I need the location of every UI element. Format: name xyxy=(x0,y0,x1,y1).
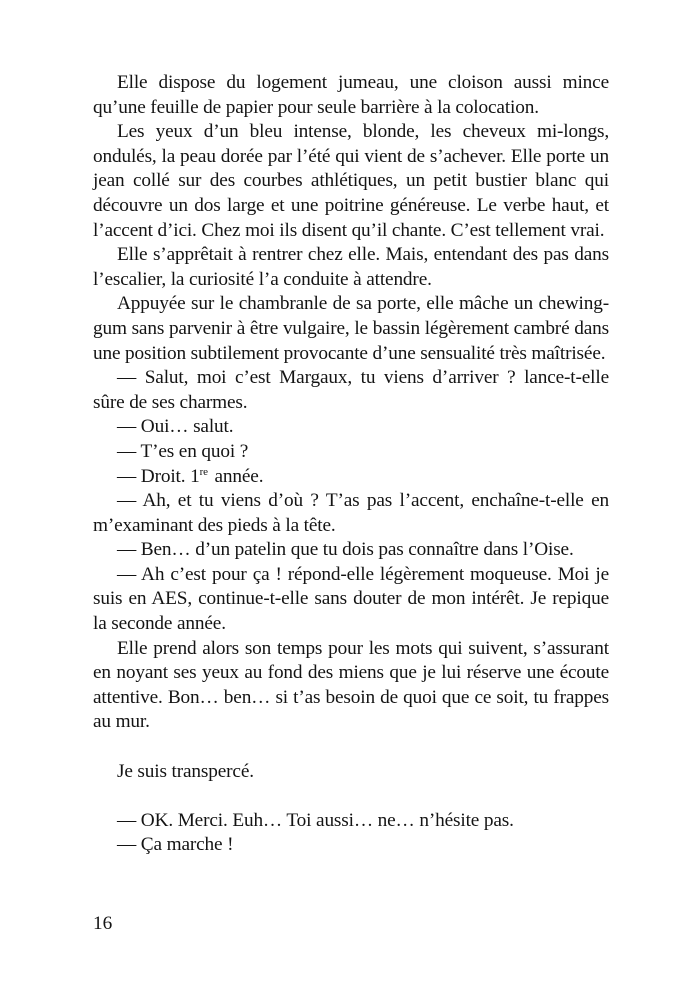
page-text xyxy=(93,71,609,858)
dialogue-line: — Salut, moi c’est Margaux, tu viens d’arriver ? lance-t-elle sûre de ses charmes. xyxy=(93,367,609,413)
dialogue-line: — Ben… d’un patelin que tu dois pas connaître dans l’Oise. xyxy=(117,539,574,561)
dialogue-line: — Oui… salut. xyxy=(117,416,234,438)
dialogue-line: — Ah, et tu viens d’où ? T’as pas l’accent, enchaîne-t-elle en m’examinant des pieds à la tête. xyxy=(93,490,609,536)
paragraph: Elle s’apprêtait à rentrer chez elle. Mais, entendant des pas dans l’escalier, la curiosité l’a conduite à attendre. xyxy=(93,244,609,290)
paragraph: Elle dispose du logement jumeau, une cloison aussi mince qu’une feuille de papier pour seule barrière à la colocation. xyxy=(93,72,609,118)
paragraph: Les yeux d’un bleu intense, blonde, les cheveux mi-longs, ondulés, la peau dorée par l’été qui vient de s’achever. Elle porte un jean collé sur des courbes athlétiques, un petit bustier blanc qui découvre un dos large et une poitrine généreuse. Le verbe haut, et l’accent d’ici. Chez moi ils disent qu’il chante. C’est tellement vrai. xyxy=(93,121,609,241)
dialogue-line: — Ça marche ! xyxy=(117,834,234,856)
paragraph: Je suis transpercé. xyxy=(117,760,254,782)
dialogue-line: — T’es en quoi ? xyxy=(117,440,249,462)
page-number: 16 xyxy=(93,913,113,934)
spacer xyxy=(93,784,609,809)
spacer xyxy=(93,735,609,760)
dialogue-line xyxy=(93,465,609,490)
dialogue-text: année. xyxy=(209,465,264,487)
ordinal-superscript: re xyxy=(199,465,208,478)
paragraph: Appuyée sur le chambranle de sa porte, elle mâche un chewing-gum sans parvenir à être vulgaire, le bassin légèrement cambré dans une position subtilement provocante d’une sensualité très maîtrisée. xyxy=(93,293,609,364)
dialogue-line: — Ah c’est pour ça ! répond-elle légèrement moqueuse. Moi je suis en AES, continue-t-elle sans douter de mon intérêt. Je repique la seconde année. xyxy=(93,563,609,635)
dialogue-text: — Droit. 1 xyxy=(117,465,200,487)
paragraph: Elle prend alors son temps pour les mots qui suivent, s’assurant en noyant ses yeux au fond des miens que je lui réserve une écoute attentive. Bon… ben… si t’as besoin de quoi que ce soit, tu frappes au mur. xyxy=(93,637,609,733)
dialogue-line: — OK. Merci. Euh… Toi aussi… ne… n’hésite pas. xyxy=(117,809,514,831)
